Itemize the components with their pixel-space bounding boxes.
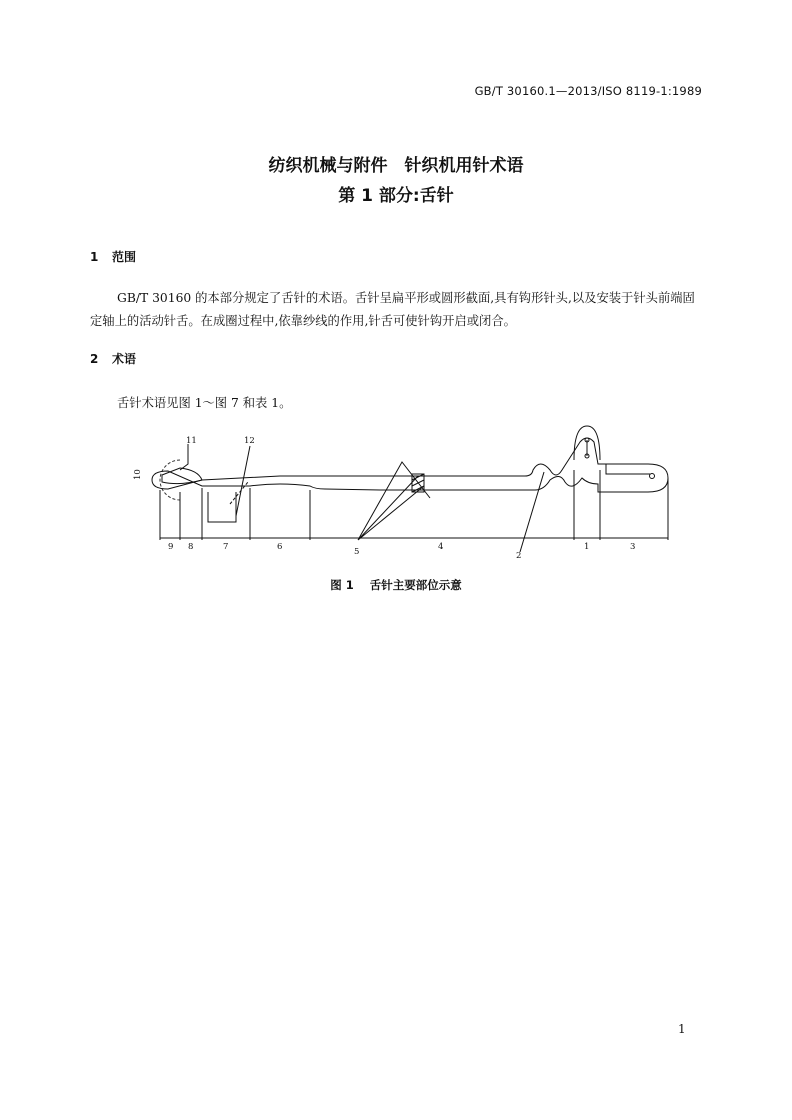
callout-2-leader bbox=[520, 472, 544, 552]
callout-12-leader bbox=[236, 446, 250, 516]
dim-3: 3 bbox=[630, 542, 636, 552]
latch bbox=[162, 468, 202, 484]
callout-11-leader bbox=[180, 444, 188, 470]
callout-5: 5 bbox=[354, 547, 360, 557]
callout-11: 11 bbox=[186, 436, 197, 446]
heel-point bbox=[650, 474, 655, 479]
standard-code: GB/T 30160.1—2013/ISO 8119-1:1989 bbox=[474, 84, 702, 98]
hook-arc bbox=[160, 460, 180, 500]
callout-2: 2 bbox=[516, 551, 522, 561]
dim-6: 6 bbox=[277, 542, 283, 552]
butt-slot bbox=[606, 464, 650, 474]
figure-caption bbox=[0, 577, 792, 593]
callout-10: 10 bbox=[133, 469, 143, 480]
figure-caption-text: 舌针主要部位示意 bbox=[369, 578, 462, 592]
dim-8: 8 bbox=[188, 542, 194, 552]
section-2-paragraph: 舌针术语见图 1～图 7 和表 1。 bbox=[117, 396, 292, 410]
document-subtitle: 第 1 部分:舌针 bbox=[338, 186, 454, 206]
section-2-heading bbox=[90, 350, 136, 367]
latch-needle-figure bbox=[133, 420, 680, 561]
section-1-heading bbox=[90, 248, 136, 265]
latch-slot bbox=[208, 492, 236, 522]
section-2-title: 术语 bbox=[112, 352, 137, 366]
document-title: 纺织机械与附件 针织机用针术语 bbox=[268, 156, 524, 176]
section-1-number: 1 bbox=[90, 250, 99, 264]
section-1-paragraph: GB/T 30160 的本部分规定了舌针的术语。舌针呈扁平形或圆形截面,具有钩形针头,以及安装于针头前端固定轴上的活动针舌。在成圈过程中,依靠纱线的作用,针舌可使针钩开启或闭合。 bbox=[90, 291, 695, 328]
section-2-number: 2 bbox=[90, 352, 99, 366]
page-number: 1 bbox=[678, 1022, 686, 1036]
callout-12: 12 bbox=[244, 436, 255, 446]
section-1-title: 范围 bbox=[112, 250, 137, 264]
dim-9: 9 bbox=[168, 542, 174, 552]
dim-7: 7 bbox=[223, 542, 229, 552]
figure-caption-label: 图 1 bbox=[330, 578, 354, 592]
dim-4: 4 bbox=[438, 542, 444, 552]
dim-1: 1 bbox=[584, 542, 590, 552]
